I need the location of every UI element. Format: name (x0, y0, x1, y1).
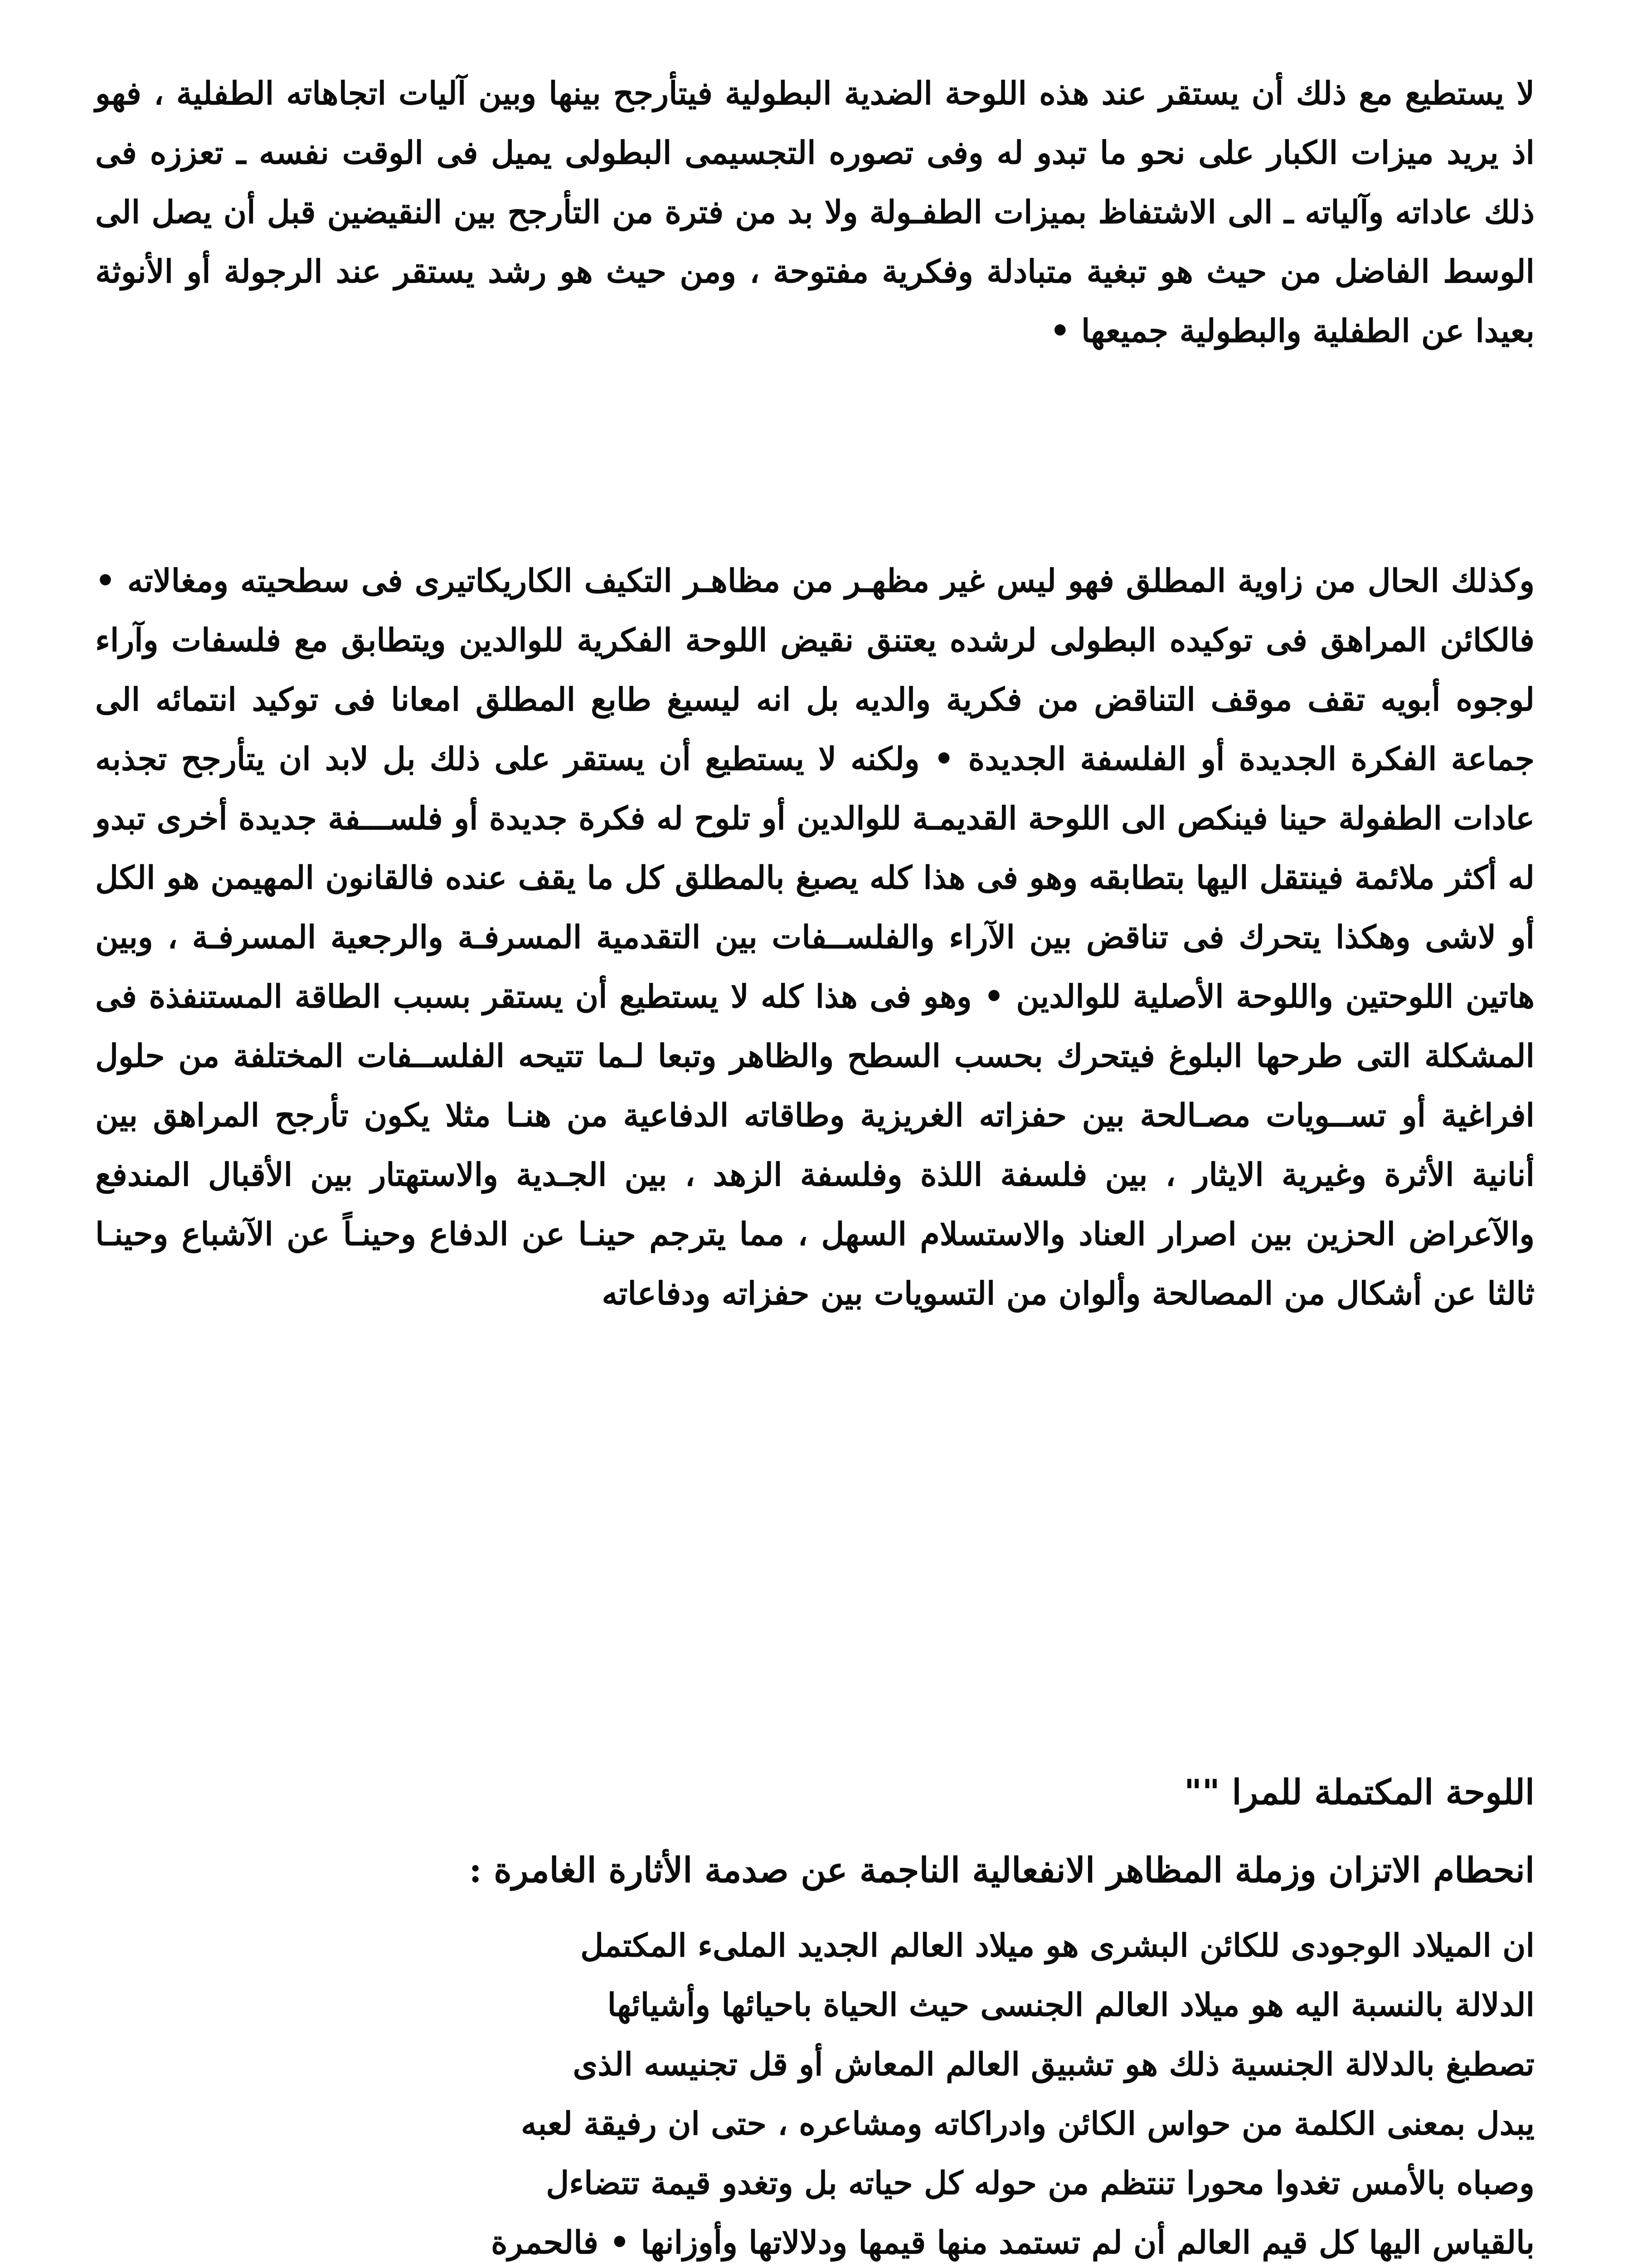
paragraph-3-line: ان الميلاد الوجودى للكائن البشرى هو ميلاد العالم الجديد الملىء المكتمل (580, 1926, 1535, 1964)
paragraph-3-line: الدلالة بالنسبة اليه هو ميلاد العالم الجنسى حيث الحياة باحيائها وأشيائها (607, 1986, 1535, 2024)
paragraph-3-line: تصطبغ بالدلالة الجنسية ذلك هو تشبيق العالم المعاش أو قل تجنيسه الذى (573, 2045, 1535, 2083)
paragraph-3-line: وصباه بالأمس تغدوا محورا تنتظم من حوله كل حياته بل وتغدو قيمة تتضاءل (546, 2164, 1535, 2202)
paragraph-3-line: بالقياس اليها كل قيم العالم أن لم تستمد منها قيمها ودلالاتها وأوزانها • فالحمرة (491, 2223, 1535, 2261)
subsection-heading: انحطام الاتزان وزملة المظاهر الانفعالية الناجمة عن صدمة الأثارة الغامرة : (469, 1850, 1535, 1890)
section-heading: اللوحة المكتملة للمرا "" (1184, 1772, 1535, 1812)
paragraph-1: لا يستطيع مع ذلك أن يستقر عند هذه اللوحة الضدية البطولية فيتأرجح بينها وبين آليات اتجاهاته الطفلية ، فهو اذ يريد ميزات الكبار على نحو ما تبدو له وفى تصوره التجسيمى البطولى يميل فى الوقت نفسه ـ تعززه فى ذلك عاداته وآلياته ـ الى الاشتفاظ بميزات الطفـولة ولا بد من فترة من التأرجح بين النقيضين قبل أن يصل الى الوسط الفاضل من حيث هو تبغية متبادلة وفكرية مفتوحة ، ومن حيث هو رشد يستقر عند الرجولة أو الأنوثة بعيدا عن الطفلية والبطولية جميعها • (95, 74, 1535, 350)
paragraph-3-line: يبدل بمعنى الكلمة من حواس الكائن وادراكاته ومشاعره ، حتى ان رفيقة لعبه (521, 2105, 1535, 2142)
paragraph-3 (95, 1916, 1535, 2267)
paragraph-2: وكذلك الحال من زاوية المطلق فهو ليس غير مظهـر من مظاهـر التكيف الكاريكاتيرى فى سطحيته ومغالاته • فالكائن المراهق فى توكيده البطولى لرشده يعتنق نقيض اللوحة الفكرية للوالدين ويتطابق مع فلسفات وآراء لوجوه أبويه تقف موقف التناقض من فكرية والديه بل انه ليسيغ طابع المطلق امعانا فى توكيد انتمائه الى جماعة الفكرة الجديدة أو الفلسفة الجديدة • ولكنه لا يستطيع أن يستقر على ذلك بل لابد ان يتأرجح تجذبه عادات الطفولة حينا فينكص الى اللوحة القديمـة للوالدين أو تلوح له فكرة جديدة أو فلســـفة جديدة أخرى تبدو له أكثر ملائمة فينتقل اليها بتطابقه وهو فى هذا كله يصبغ بالمطلق كل ما يقف عنده فالقانون المهيمن هو الكل أو لاشى وهكذا يتحرك فى تناقض بين الآراء والفلســفات بين التقدمية المسرفـة والرجعية المسرفـة ، وبين هاتين اللوحتين واللوحة الأصلية للوالدين • وهو فى هذا كله لا يستطيع أن يستقر بسبب الطاقة المستنفذة فى المشكلة التى طرحها البلوغ فيتحرك بحسب السطح والظاهر وتبعا لـما تتيحه الفلســفات المختلفة من حلول افراغية أو تســويات مصـالحة بين حفزاته الغريزية وطاقاته الدفاعية من هنـا مثلا يكون تأرجح المراهق بين أنانية الأثرة وغيرية الايثار ، بين فلسفة اللذة وفلسفة الزهد ، بين الجـدية والاستهتار بين الأقبال المندفع والآعراض الحزين بين اصرار العناد والاستسلام السهل ، مما يترجم حينـا عن الدفاع وحينـاً عن الآشباع وحينـا ثالثا عن أشكال من المصالحة وألوان من التسويات بين حفزاته ودفاعاته (95, 562, 1535, 1312)
